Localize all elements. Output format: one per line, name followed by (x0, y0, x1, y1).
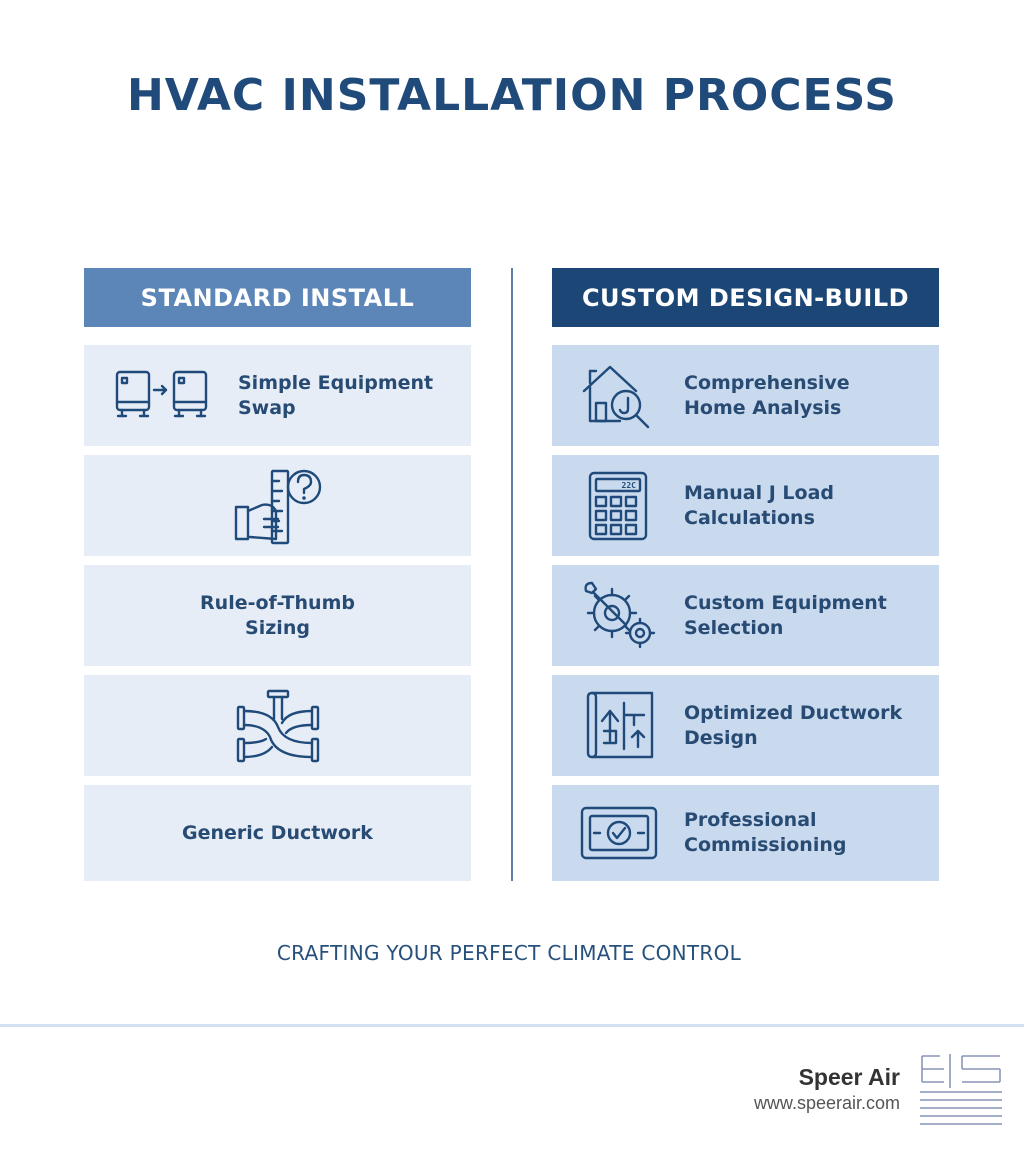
standard-item-measuring (84, 455, 471, 556)
standard-item-ducts (84, 675, 471, 776)
standard-item-label: Generic Ductwork (182, 821, 373, 844)
custom-item-label: Optimized Ductwork Design (684, 701, 903, 749)
standard-item-label: Simple Equipment Swap (238, 371, 434, 419)
custom-item-manual-j (552, 455, 939, 556)
custom-item-label: Manual J Load Calculations (684, 481, 834, 529)
brand-name: Speer Air (798, 1064, 900, 1090)
custom-item-equipment-selection (552, 565, 939, 666)
blueprint-icon (580, 691, 660, 761)
thermostat-check-icon (580, 798, 660, 868)
custom-item-commissioning (552, 785, 939, 881)
custom-item-label: Professional Commissioning (684, 809, 847, 856)
standard-install-header: STANDARD INSTALL (84, 268, 471, 327)
custom-item-label: Comprehensive Home Analysis (684, 371, 850, 419)
custom-item-label: Custom Equipment Selection (684, 591, 887, 639)
measuring-hand-question-icon (228, 461, 328, 551)
standard-item-rule-of-thumb (84, 565, 471, 666)
equipment-swap-icon (114, 366, 214, 426)
speer-air-logo-icon (918, 1052, 1004, 1132)
brand-url: www.speerair.com (753, 1093, 900, 1113)
column-divider (511, 268, 513, 881)
standard-item-generic-ductwork (84, 785, 471, 881)
custom-item-home-analysis (552, 345, 939, 446)
custom-item-ductwork-design (552, 675, 939, 776)
calculator-icon (580, 471, 660, 541)
standard-item-equipment-swap (84, 345, 471, 446)
wrench-gear-icon (580, 581, 660, 651)
custom-design-build-header: CUSTOM DESIGN-BUILD (552, 268, 939, 327)
calculator-display: 22C (621, 480, 636, 490)
page-title: HVAC INSTALLATION PROCESS (126, 70, 897, 121)
tagline: CRAFTING YOUR PERFECT CLIMATE CONTROL (276, 941, 742, 965)
standard-item-label: Rule-of-Thumb Sizing (200, 591, 355, 639)
brand-block (754, 1064, 900, 1114)
footer-divider (0, 1024, 1024, 1027)
duct-pipes-icon (228, 681, 328, 771)
house-magnifier-icon (580, 361, 660, 431)
